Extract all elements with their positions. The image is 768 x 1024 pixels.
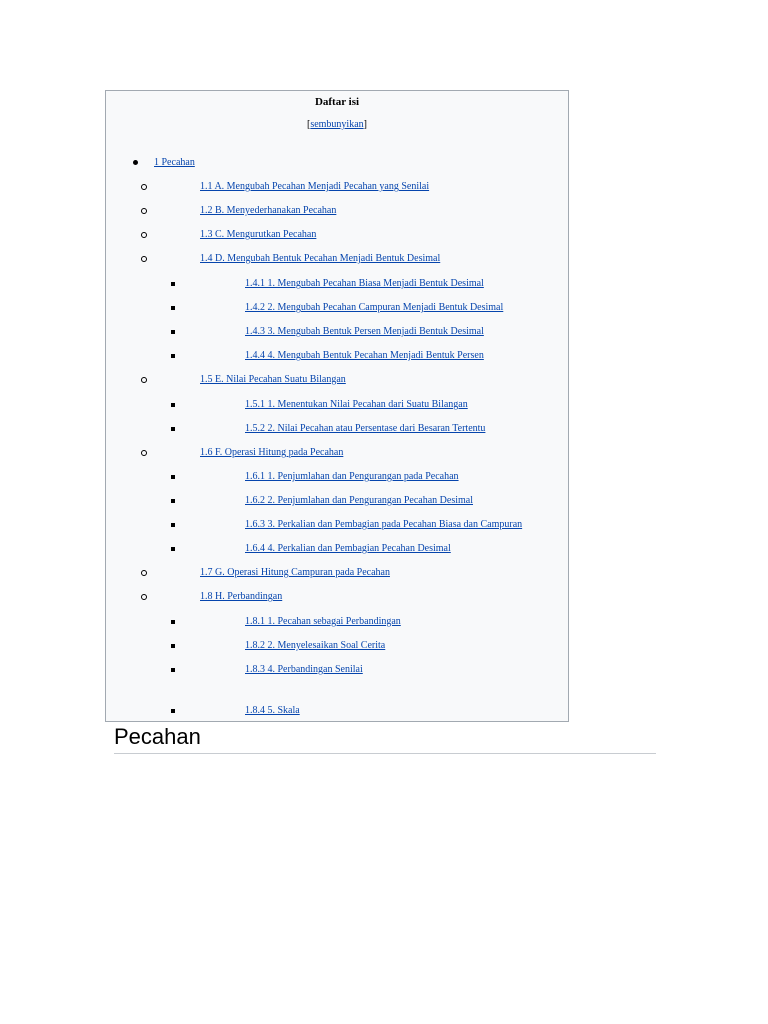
- circle-bullet-icon: [141, 232, 147, 238]
- toc-entry: [106, 421, 568, 437]
- square-bullet-icon: [171, 523, 175, 527]
- toc-entry: [106, 638, 568, 654]
- square-bullet-icon: [171, 709, 175, 713]
- table-of-contents: [105, 90, 569, 722]
- square-bullet-icon: [171, 282, 175, 286]
- toc-entry: [106, 203, 568, 219]
- toggle-bracket-open: [: [306, 119, 311, 130]
- toc-link[interactable]: 1.6.2 2. Penjumlahan dan Pengurangan Pecahan Desimal: [245, 495, 473, 506]
- toc-link[interactable]: 1.5.2 2. Nilai Pecahan atau Persentase dari Besaran Tertentu: [245, 423, 486, 434]
- square-bullet-icon: [171, 330, 175, 334]
- circle-bullet-icon: [141, 377, 147, 383]
- toc-entry: [106, 493, 568, 509]
- toc-link[interactable]: 1.5.1 1. Menentukan Nilai Pecahan dari Suatu Bilangan: [245, 399, 468, 410]
- circle-bullet-icon: [141, 184, 147, 190]
- hide-toc-link[interactable]: sembunyikan: [310, 119, 364, 130]
- toc-entry: [106, 179, 568, 195]
- toc-link[interactable]: 1.8.2 2. Menyelesaikan Soal Cerita: [245, 640, 386, 651]
- square-bullet-icon: [171, 644, 175, 648]
- toc-link[interactable]: 1.1 A. Mengubah Pecahan Menjadi Pecahan yang Senilai: [200, 181, 430, 192]
- toc-link[interactable]: 1.5 E. Nilai Pecahan Suatu Bilangan: [200, 374, 346, 385]
- square-bullet-icon: [171, 547, 175, 551]
- toc-entry: [106, 155, 568, 171]
- toc-link[interactable]: 1.8.4 5. Skala: [245, 705, 300, 716]
- toc-link[interactable]: 1.8.3 4. Perbandingan Senilai: [245, 664, 363, 675]
- toc-entry: [106, 348, 568, 364]
- toc-entry: [106, 372, 568, 388]
- toc-title: Daftar isi: [314, 96, 360, 108]
- toc-entry: [106, 662, 568, 678]
- toc-entry: [106, 517, 568, 533]
- square-bullet-icon: [171, 475, 175, 479]
- toc-link[interactable]: 1.6 F. Operasi Hitung pada Pecahan: [200, 447, 344, 458]
- circle-bullet-icon: [141, 594, 147, 600]
- square-bullet-icon: [171, 403, 175, 407]
- toc-entry: [106, 589, 568, 605]
- toc-link[interactable]: 1.4 D. Mengubah Bentuk Pecahan Menjadi Bentuk Desimal: [200, 253, 441, 264]
- square-bullet-icon: [171, 306, 175, 310]
- section-heading: Pecahan: [114, 724, 201, 749]
- toc-link[interactable]: 1.6.4 4. Perkalian dan Pembagian Pecahan Desimal: [245, 543, 451, 554]
- toc-link[interactable]: 1.4.4 4. Mengubah Bentuk Pecahan Menjadi Bentuk Persen: [245, 350, 484, 361]
- toc-entry: [106, 703, 568, 719]
- toc-toggle: [106, 119, 568, 130]
- toc-link[interactable]: 1.4.3 3. Mengubah Bentuk Persen Menjadi Bentuk Desimal: [245, 326, 484, 337]
- heading-divider: [114, 753, 656, 754]
- toc-entry: [106, 445, 568, 461]
- circle-bullet-icon: [141, 208, 147, 214]
- square-bullet-icon: [171, 499, 175, 503]
- toc-entry: [106, 227, 568, 243]
- square-bullet-icon: [171, 668, 175, 672]
- toc-entry: [106, 397, 568, 413]
- toc-link[interactable]: 1.6.3 3. Perkalian dan Pembagian pada Pecahan Biasa dan Campuran: [245, 519, 523, 530]
- toc-link[interactable]: 1.6.1 1. Penjumlahan dan Pengurangan pada Pecahan: [245, 471, 459, 482]
- toc-entry: [106, 251, 568, 267]
- square-bullet-icon: [171, 354, 175, 358]
- toc-entry: [106, 324, 568, 340]
- toc-link[interactable]: 1.2 B. Menyederhanakan Pecahan: [200, 205, 337, 216]
- toc-entry: [106, 614, 568, 630]
- square-bullet-icon: [171, 427, 175, 431]
- toc-entry: [106, 541, 568, 557]
- circle-bullet-icon: [141, 450, 147, 456]
- toggle-bracket-close: ]: [363, 119, 367, 130]
- circle-bullet-icon: [141, 570, 147, 576]
- toc-link[interactable]: 1.7 G. Operasi Hitung Campuran pada Pecahan: [200, 567, 390, 578]
- disc-bullet-icon: [133, 160, 138, 165]
- toc-entry: [106, 300, 568, 316]
- toc-link[interactable]: 1.4.1 1. Mengubah Pecahan Biasa Menjadi Bentuk Desimal: [245, 278, 484, 289]
- toc-entry: [106, 469, 568, 485]
- circle-bullet-icon: [141, 256, 147, 262]
- toc-entry: [106, 565, 568, 581]
- toc-link[interactable]: 1.4.2 2. Mengubah Pecahan Campuran Menjadi Bentuk Desimal: [245, 302, 504, 313]
- toc-link[interactable]: 1.8.1 1. Pecahan sebagai Perbandingan: [245, 616, 401, 627]
- toc-entry: [106, 276, 568, 292]
- square-bullet-icon: [171, 620, 175, 624]
- toc-link[interactable]: 1.8 H. Perbandingan: [200, 591, 283, 602]
- toc-link[interactable]: 1.3 C. Mengurutkan Pecahan: [200, 229, 317, 240]
- toc-link[interactable]: 1 Pecahan: [154, 157, 195, 168]
